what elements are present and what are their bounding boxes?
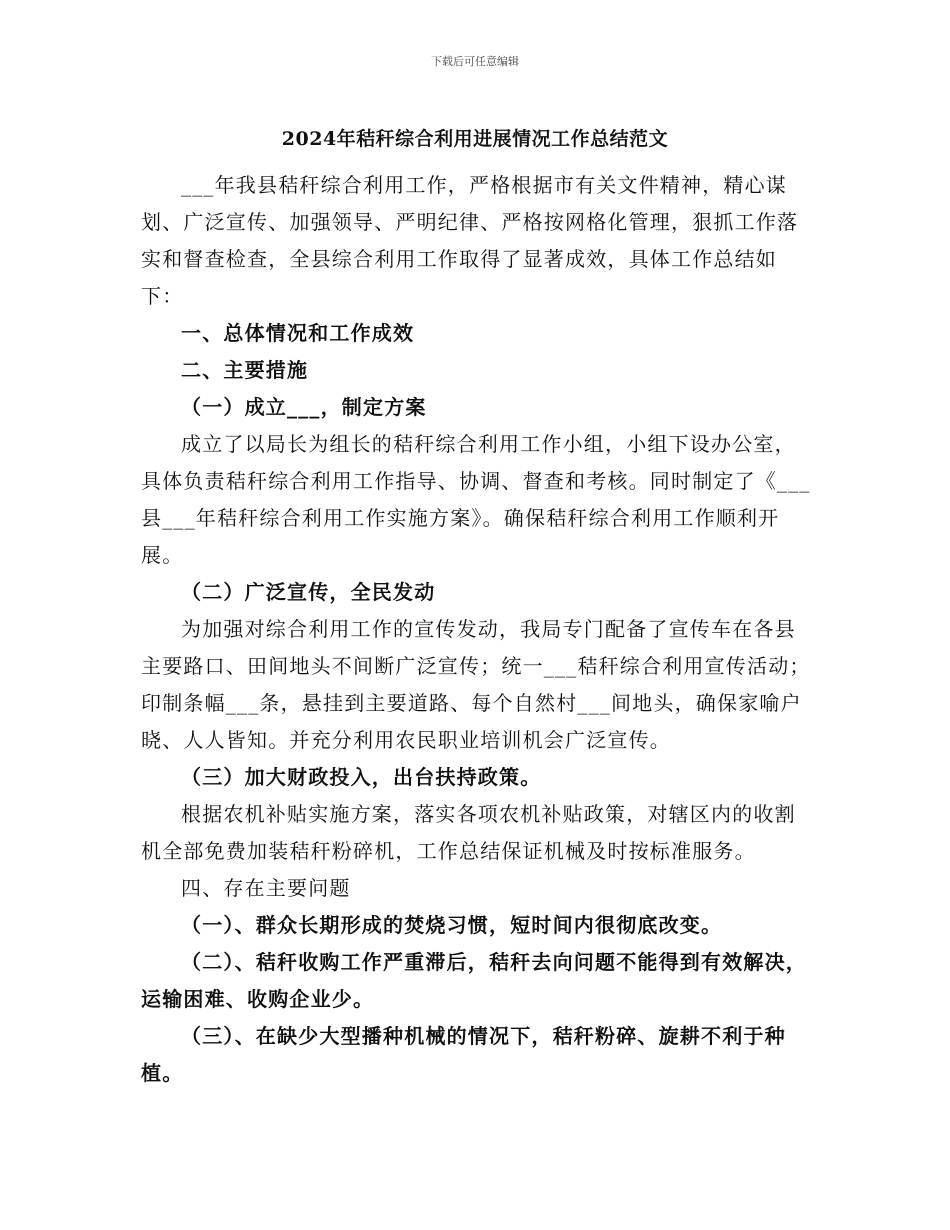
subheading-measure-1: （一）成立___，制定方案 (181, 395, 427, 419)
section-heading-measures: 二、主要措施 (181, 358, 309, 382)
page-header: 下载后可任意编辑 (431, 55, 519, 68)
problem-item-1: （一）、群众长期形成的焚烧习惯，短时间内很彻底改变。 (181, 913, 723, 937)
intro-paragraph: ___年我县秸秆综合利用工作，严格根据市有关文件精神，精心谋划、广泛宣传、加强领导、严明纪律、严格按网格化管理，狠抓工作落实和督查检查，全县综合利用工作取得了显著成效，具体工作总结如下： (141, 173, 799, 308)
section-heading-overview: 一、总体情况和工作成效 (181, 321, 415, 345)
problem-item-2: （二）、秸秆收购工作严重滞后，秸秆去向问题不能得到有效解决，运输困难、收购企业少。 (141, 950, 807, 1011)
document-body (141, 167, 811, 1092)
paragraph-measure-1: 成立了以局长为组长的秸秆综合利用工作小组，小组下设办公室，具体负责秸秆综合利用工作指导、协调、督查和考核。同时制定了《___县___年秸秆综合利用工作实施方案》。确保秸秆综合利用工作顺利开展。 (141, 432, 811, 567)
section-heading-problems: 四、存在主要问题 (181, 876, 351, 900)
subheading-measure-2: （二）广泛宣传，全民发动 (181, 580, 436, 604)
subheading-measure-3: （三）加大财政投入，出台扶持政策。 (181, 765, 542, 789)
paragraph-measure-3: 根据农机补贴实施方案，落实各项农机补贴政策，对辖区内的收割机全部免费加装秸秆粉碎机，工作总结保证机械及时按标准服务。 (141, 802, 796, 863)
paragraph-measure-2: 为加强对综合利用工作的宣传发动，我局专门配备了宣传车在各县主要路口、田间地头不间断广泛宣传；统一___秸秆综合利用宣传活动；印制条幅___条，悬挂到主要道路、每个自然村___间地头，确保家喻户晓、人人皆知。并充分利用农民职业培训机会广泛宣传。 (141, 617, 811, 752)
document-title: 2024年秸秆综合利用进展情况工作总结范文 (281, 128, 669, 150)
problem-item-3: （三）、在缺少大型播种机械的情况下，秸秆粉碎、旋耕不利于种植。 (141, 1024, 786, 1085)
